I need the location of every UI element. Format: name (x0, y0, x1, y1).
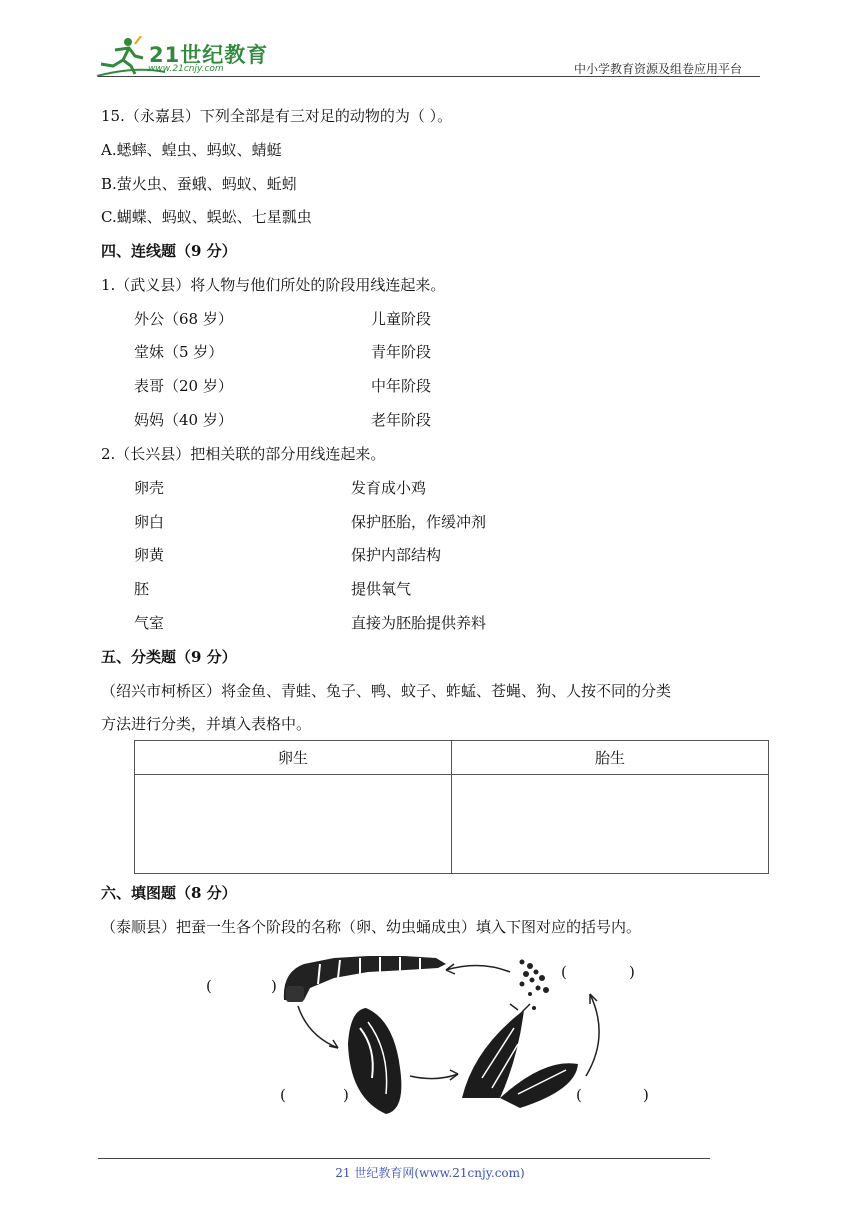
s4-q1-left-item: 堂妹（5 岁） (134, 343, 224, 361)
egg-cluster-icon (520, 960, 550, 1011)
pupa-icon (348, 1008, 401, 1114)
table-header-viviparous: 胎生 (452, 741, 769, 775)
s4-q1-stem: 1.（武义县）将人物与他们所处的阶段用线连起来。 (101, 276, 446, 294)
section6-title: 六、填图题（8 分） (101, 884, 237, 902)
bracket-open: ( (576, 1086, 582, 1104)
s6-stem: （泰顺县）把蚕一生各个阶段的名称（卵、幼虫蛹成虫）填入下图对应的括号内。 (101, 918, 642, 936)
larva-icon (284, 956, 446, 1002)
bracket-open: ( (206, 977, 212, 995)
s4-q2-left-item: 卵黄 (134, 546, 165, 564)
q15-option-c: C.蝴蝶、蚂蚁、蜈蚣、七星瓢虫 (101, 208, 312, 226)
s4-q1-right-item: 中年阶段 (371, 377, 432, 395)
s4-q2-left-item: 胚 (134, 580, 150, 598)
arrow-pupa-to-moth (410, 1074, 458, 1079)
s4-q2-right-item: 保护内部结构 (351, 546, 442, 564)
bracket-open: ( (280, 1086, 286, 1104)
answer-slot-egg[interactable] (572, 962, 626, 982)
s4-q2-right-item: 发育成小鸡 (351, 479, 427, 497)
bracket-open: ( (561, 963, 567, 981)
moth-icon (462, 1004, 578, 1108)
section5-title: 五、分类题（9 分） (101, 648, 237, 666)
s4-q2-right-item: 提供氧气 (351, 580, 412, 598)
s4-q1-left-item: 妈妈（40 岁） (134, 411, 233, 429)
section4-title: 四、连线题（9 分） (101, 242, 237, 260)
q15-stem: 15.（永嘉县）下列全部是有三对足的动物的为（ ）。 (101, 107, 453, 125)
cycle-arrows (298, 964, 599, 1080)
table-header-oviparous: 卵生 (135, 741, 452, 775)
q15-option-a: A.蟋蟀、蝗虫、蚂蚁、蜻蜓 (101, 141, 282, 159)
platform-name: 中小学教育资源及组卷应用平台 (574, 62, 743, 76)
arrow-eggs-to-larva (446, 965, 510, 972)
bracket-close: ) (343, 1086, 349, 1104)
bracket-close: ) (643, 1086, 649, 1104)
arrow-moth-to-eggs (586, 994, 599, 1076)
s4-q2-right-item: 保护胚胎，作缓冲剂 (351, 513, 487, 531)
s4-q2-left-item: 气室 (134, 614, 165, 632)
s4-q2-left-item: 卵白 (134, 513, 165, 531)
s4-q1-right-item: 老年阶段 (371, 411, 432, 429)
footer-divider (98, 1158, 710, 1159)
s4-q2-stem: 2.（长兴县）把相关联的部分用线连起来。 (101, 445, 386, 463)
arrow-larva-to-pupa (298, 1006, 338, 1048)
answer-slot-moth[interactable] (586, 1085, 640, 1105)
answer-cell-viviparous[interactable] (452, 775, 769, 874)
s4-q1-right-item: 儿童阶段 (371, 310, 432, 328)
s4-q1-left-item: 外公（68 岁） (134, 310, 233, 328)
answer-cell-oviparous[interactable] (135, 775, 452, 874)
logo-url: www.21cnjy.com (148, 64, 224, 74)
s4-q2-left-item: 卵壳 (134, 479, 165, 497)
answer-slot-pupa[interactable] (290, 1085, 340, 1105)
s5-stem-line2: 方法进行分类，并填入表格中。 (101, 715, 312, 733)
bracket-close: ) (629, 963, 635, 981)
s5-stem-line1: （绍兴市柯桥区）将金鱼、青蛙、兔子、鸭、蚊子、蚱蜢、苍蝇、狗、人按不同的分类 (101, 682, 672, 700)
s4-q1-left-item: 表哥（20 岁） (134, 377, 233, 395)
header-divider (98, 76, 760, 77)
logo-text: 21世纪教育 (149, 43, 269, 67)
footer-link[interactable]: 21 世纪教育网(www.21cnjy.com) (335, 1166, 525, 1180)
answer-slot-larva[interactable] (216, 976, 268, 996)
s4-q1-right-item: 青年阶段 (371, 343, 432, 361)
classification-table (134, 740, 769, 874)
bracket-close: ) (271, 977, 277, 995)
q15-option-b: B.萤火虫、蚕蛾、蚂蚁、蚯蚓 (101, 175, 297, 193)
s4-q2-right-item: 直接为胚胎提供养料 (351, 614, 487, 632)
